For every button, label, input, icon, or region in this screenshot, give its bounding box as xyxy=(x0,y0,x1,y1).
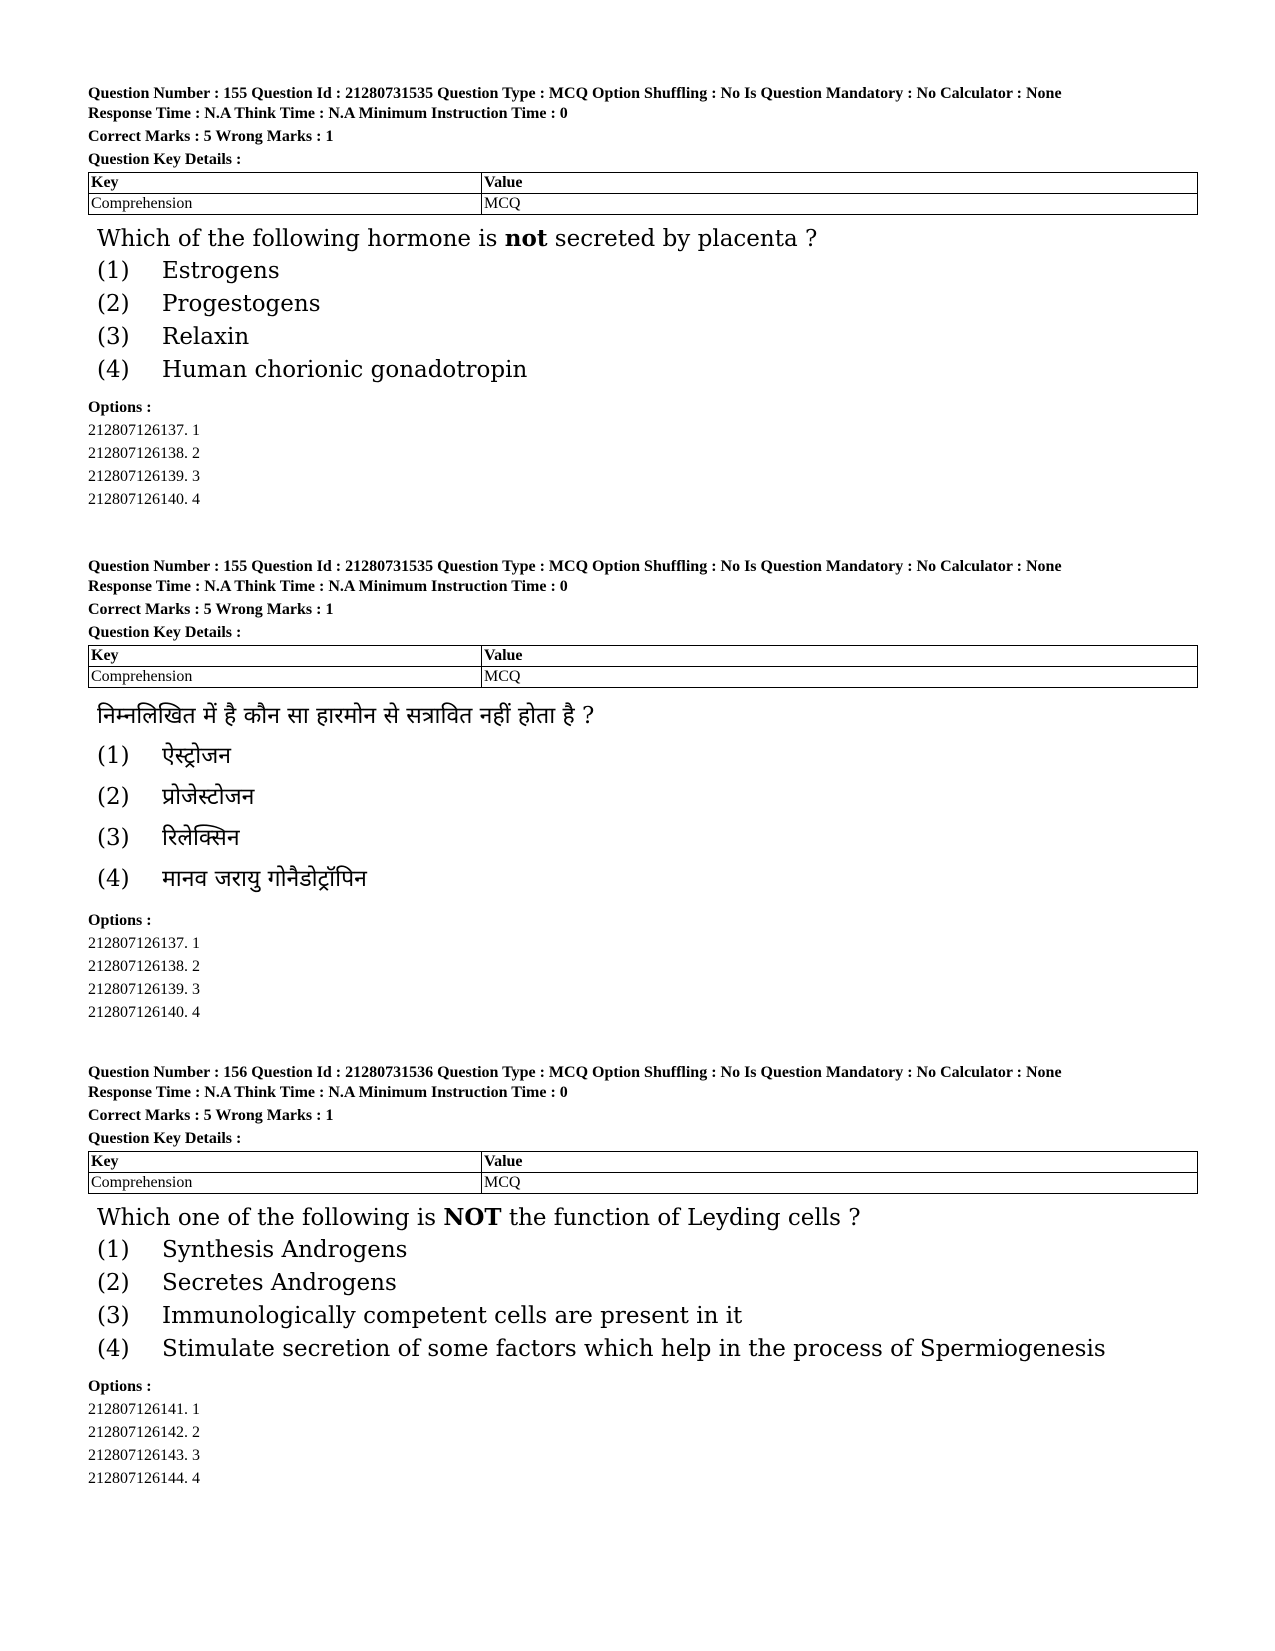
option-id-line: 212807126142. 2 xyxy=(88,1424,200,1441)
table-header-value: Value xyxy=(482,173,1198,194)
option-id-line: 212807126137. 1 xyxy=(88,422,200,439)
choice-item xyxy=(97,818,1198,859)
question-text-post: the function of Leyding cells ? xyxy=(501,1205,861,1231)
question-emphasis: NOT xyxy=(443,1204,502,1231)
table-header-value: Value xyxy=(482,1152,1198,1173)
table-row xyxy=(89,667,1198,688)
question-emphasis: not xyxy=(504,225,548,252)
question-content xyxy=(97,1202,1198,1366)
choice-text: Synthesis Androgens xyxy=(162,1237,408,1263)
choice-number: (2) xyxy=(97,1270,130,1296)
table-row xyxy=(89,1173,1198,1194)
choice-text: Progestogens xyxy=(162,291,321,317)
choice-item xyxy=(97,1267,1198,1300)
choice-text: रिलेक्सिन xyxy=(162,825,240,851)
key-details-table xyxy=(88,645,1198,688)
question-text: निम्नलिखित में है कौन सा हारमोन से सत्रावित नहीं होता है ? xyxy=(97,703,595,729)
question-timing-line: Response Time : N.A Think Time : N.A Minimum Instruction Time : 0 xyxy=(88,105,568,122)
question-content xyxy=(97,223,1198,387)
question-content xyxy=(97,696,1198,900)
question-text-pre: Which of the following hormone is xyxy=(97,226,505,252)
key-details-label: Question Key Details : xyxy=(88,1130,242,1147)
choice-item xyxy=(97,288,1198,321)
marks-line: Correct Marks : 5 Wrong Marks : 1 xyxy=(88,1107,334,1124)
choice-text: Immunologically competent cells are present in it xyxy=(162,1303,743,1329)
choice-number: (3) xyxy=(97,1303,130,1329)
table-cell-key: Comprehension xyxy=(89,1173,482,1194)
choice-item xyxy=(97,777,1198,818)
choice-text: Human chorionic gonadotropin xyxy=(162,357,528,383)
table-header-key: Key xyxy=(89,646,482,667)
table-header-key: Key xyxy=(89,173,482,194)
choice-item xyxy=(97,354,1198,387)
table-header-row xyxy=(89,1152,1198,1173)
options-label: Options : xyxy=(88,1378,152,1395)
choice-item xyxy=(97,321,1198,354)
options-label: Options : xyxy=(88,399,152,416)
option-id-line: 212807126140. 4 xyxy=(88,1004,200,1021)
question-block-3 xyxy=(88,1063,1198,1490)
table-cell-key: Comprehension xyxy=(89,667,482,688)
marks-line: Correct Marks : 5 Wrong Marks : 1 xyxy=(88,128,334,145)
question-timing-line: Response Time : N.A Think Time : N.A Minimum Instruction Time : 0 xyxy=(88,1084,568,1101)
table-header-row xyxy=(89,646,1198,667)
question-text xyxy=(97,1202,1198,1234)
option-id-line: 212807126139. 3 xyxy=(88,981,200,998)
option-id-line: 212807126140. 4 xyxy=(88,491,200,508)
question-meta-line: Question Number : 155 Question Id : 21280731535 Question Type : MCQ Option Shuffling : No Is Question Mandatory : No Calculator : None xyxy=(88,558,1062,575)
option-id-line: 212807126139. 3 xyxy=(88,468,200,485)
question-block-2 xyxy=(88,557,1198,1024)
choice-text: Stimulate secretion of some factors which help in the process of Spermiogenesis xyxy=(162,1336,1106,1362)
choice-number: (2) xyxy=(97,784,130,810)
option-id-line: 212807126138. 2 xyxy=(88,958,200,975)
table-cell-value: MCQ xyxy=(482,667,1198,688)
marks-line: Correct Marks : 5 Wrong Marks : 1 xyxy=(88,601,334,618)
table-header-key: Key xyxy=(89,1152,482,1173)
choice-text: मानव जरायु गोनैडोट्रॉपिन xyxy=(162,866,367,892)
option-id-line: 212807126141. 1 xyxy=(88,1401,200,1418)
key-details-label: Question Key Details : xyxy=(88,151,242,168)
choice-number: (1) xyxy=(97,1237,130,1263)
table-row xyxy=(89,194,1198,215)
question-meta-line: Question Number : 155 Question Id : 21280731535 Question Type : MCQ Option Shuffling : No Is Question Mandatory : No Calculator : None xyxy=(88,85,1062,102)
choice-item xyxy=(97,1333,1198,1366)
choice-text: Relaxin xyxy=(162,324,250,350)
option-id-line: 212807126144. 4 xyxy=(88,1470,200,1487)
options-label: Options : xyxy=(88,912,152,929)
table-cell-key: Comprehension xyxy=(89,194,482,215)
choice-item xyxy=(97,1300,1198,1333)
option-id-line: 212807126143. 3 xyxy=(88,1447,200,1464)
question-block-1 xyxy=(88,84,1198,511)
choice-number: (4) xyxy=(97,357,130,383)
table-cell-value: MCQ xyxy=(482,194,1198,215)
choice-text: ऐस्ट्रोजन xyxy=(162,743,232,769)
choice-item xyxy=(97,859,1198,900)
choice-number: (3) xyxy=(97,825,130,851)
question-meta-line: Question Number : 156 Question Id : 21280731536 Question Type : MCQ Option Shuffling : No Is Question Mandatory : No Calculator : None xyxy=(88,1064,1062,1081)
question-text xyxy=(97,223,1198,255)
choice-number: (3) xyxy=(97,324,130,350)
key-details-label: Question Key Details : xyxy=(88,624,242,641)
choice-number: (4) xyxy=(97,1336,130,1362)
choice-number: (4) xyxy=(97,866,130,892)
choice-number: (1) xyxy=(97,258,130,284)
choice-number: (2) xyxy=(97,291,130,317)
key-details-table xyxy=(88,1151,1198,1194)
option-id-line: 212807126138. 2 xyxy=(88,445,200,462)
key-details-table xyxy=(88,172,1198,215)
choice-item xyxy=(97,1234,1198,1267)
choice-text: प्रोजेस्टोजन xyxy=(162,784,255,810)
table-header-value: Value xyxy=(482,646,1198,667)
choice-number: (1) xyxy=(97,743,130,769)
option-id-line: 212807126137. 1 xyxy=(88,935,200,952)
choice-item xyxy=(97,255,1198,288)
question-text-pre: Which one of the following is xyxy=(97,1205,444,1231)
choice-text: Estrogens xyxy=(162,258,280,284)
choice-item xyxy=(97,736,1198,777)
question-timing-line: Response Time : N.A Think Time : N.A Minimum Instruction Time : 0 xyxy=(88,578,568,595)
choice-text: Secretes Androgens xyxy=(162,1270,397,1296)
question-text-post: secreted by placenta ? xyxy=(547,226,818,252)
table-cell-value: MCQ xyxy=(482,1173,1198,1194)
table-header-row xyxy=(89,173,1198,194)
